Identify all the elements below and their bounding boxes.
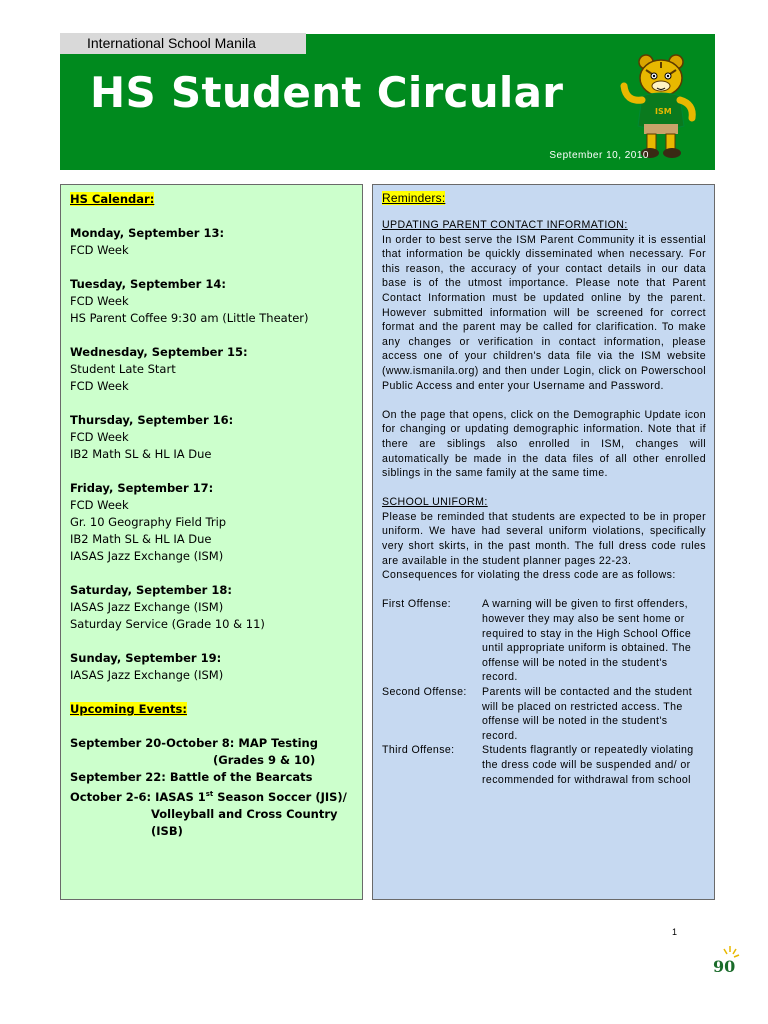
calendar-day-heading: Sunday, September 19: bbox=[70, 651, 222, 665]
event-item-detail: (Grades 9 & 10) bbox=[213, 753, 316, 767]
uniform-heading: SCHOOL UNIFORM: bbox=[382, 496, 488, 509]
calendar-day-heading: Monday, September 13: bbox=[70, 226, 225, 240]
event-item: September 22: Battle of the Bearcats bbox=[70, 770, 313, 784]
event-item: September 20-October 8: MAP Testing bbox=[70, 736, 318, 750]
reminders-heading: Reminders: bbox=[382, 191, 446, 205]
calendar-item: FCD Week bbox=[70, 430, 129, 444]
calendar-item: IB2 Math SL & HL IA Due bbox=[70, 532, 212, 546]
offense-label: First Offense: bbox=[382, 598, 451, 611]
calendar-day-list bbox=[70, 225, 360, 701]
calendar-item: Student Late Start bbox=[70, 362, 176, 376]
calendar-item: HS Parent Coffee 9:30 am (Little Theater) bbox=[70, 311, 309, 325]
contact-info-heading: UPDATING PARENT CONTACT INFORMATION: bbox=[382, 219, 628, 231]
calendar-heading: HS Calendar: bbox=[70, 192, 155, 206]
calendar-item: FCD Week bbox=[70, 294, 129, 308]
calendar-item: FCD Week bbox=[70, 379, 129, 393]
contact-info-paragraph: In order to best serve the ISM Parent Community it is essential that information be quickly disseminated when necessary. For this reason, the accuracy of your contact details in our data base is of the utmost importance. Please note that Parent Contact Information must be updated online by the parent. However submitted information will be screened for correct format and the parent may be called for clarification. To make any changes or verification in contact information, please access one of your children's data file via the ISM website (www.ismanila.org) and then under Login, click on Powerschool Public Access and enter your Username and Password. bbox=[382, 233, 706, 392]
events-heading: Upcoming Events: bbox=[70, 702, 187, 716]
offense-label: Third Offense: bbox=[382, 744, 455, 757]
demographic-paragraph: On the page that opens, click on the Demographic Update icon for changing or updating demographic information. Note that if there are siblings also enrolled in ISM, changes will automatically be made in the data files of all other enrolled siblings in the same family at the same time. bbox=[382, 408, 706, 480]
offense-row bbox=[382, 597, 706, 685]
circular-date: September 10, 2010 bbox=[549, 150, 649, 161]
calendar-item: IASAS Jazz Exchange (ISM) bbox=[70, 668, 224, 682]
offense-list bbox=[382, 597, 706, 787]
event-item: October 2-6: IASAS 1st Season Soccer (JIS)/ bbox=[70, 789, 347, 804]
calendar-day-heading: Saturday, September 18: bbox=[70, 583, 232, 597]
svg-text:ISM: ISM bbox=[655, 107, 672, 116]
offense-text: A warning will be given to first offenders, however they may also be sent home or required to stay in the High School Office until appropriate uniform is obtained. The offense will be noted in the student's record. bbox=[482, 598, 692, 684]
event-item-detail: Volleyball and Cross Country (ISB) bbox=[151, 806, 338, 838]
svg-text:90: 90 bbox=[713, 957, 736, 976]
calendar-item: FCD Week bbox=[70, 498, 129, 512]
calendar-item: Saturday Service (Grade 10 & 11) bbox=[70, 617, 265, 631]
offense-text: Parents will be contacted and the student will be placed on restricted access. The offense will be noted in the student's record. bbox=[482, 686, 693, 742]
consequences-intro: Consequences for violating the dress code are as follows: bbox=[382, 569, 676, 582]
uniform-paragraph: Please be reminded that students are expected to be in proper uniform. We have had several uniform violations, specifically very short skirts, in the past month. The full dress code rules are available in the student planner pages 22-23. bbox=[382, 510, 706, 567]
calendar-item: IASAS Jazz Exchange (ISM) bbox=[70, 600, 224, 614]
offense-label: Second Offense: bbox=[382, 686, 467, 698]
calendar-item: IB2 Math SL & HL IA Due bbox=[70, 447, 212, 461]
school-name-label: International School Manila bbox=[60, 33, 306, 54]
page-number: 1 bbox=[672, 927, 678, 937]
offense-text: Students flagrantly or repeatedly violating the dress code will be suspended and/ or recommended for withdrawal from school bbox=[482, 744, 694, 786]
offense-row bbox=[382, 743, 706, 787]
calendar-day-heading: Friday, September 17: bbox=[70, 481, 214, 495]
calendar-item: FCD Week bbox=[70, 243, 129, 257]
anniversary-logo-icon bbox=[712, 944, 742, 980]
header-banner bbox=[60, 34, 715, 170]
calendar-item: Gr. 10 Geography Field Trip bbox=[70, 515, 227, 529]
calendar-item: IASAS Jazz Exchange (ISM) bbox=[70, 549, 224, 563]
offense-row bbox=[382, 685, 706, 743]
calendar-day-heading: Tuesday, September 14: bbox=[70, 277, 226, 291]
calendar-day-heading: Thursday, September 16: bbox=[70, 413, 234, 427]
page-title: HS Student Circular bbox=[90, 68, 564, 117]
calendar-panel bbox=[60, 184, 363, 900]
reminders-panel bbox=[372, 184, 715, 900]
bearcat-mascot-icon bbox=[616, 48, 706, 160]
calendar-day-heading: Wednesday, September 15: bbox=[70, 345, 248, 359]
